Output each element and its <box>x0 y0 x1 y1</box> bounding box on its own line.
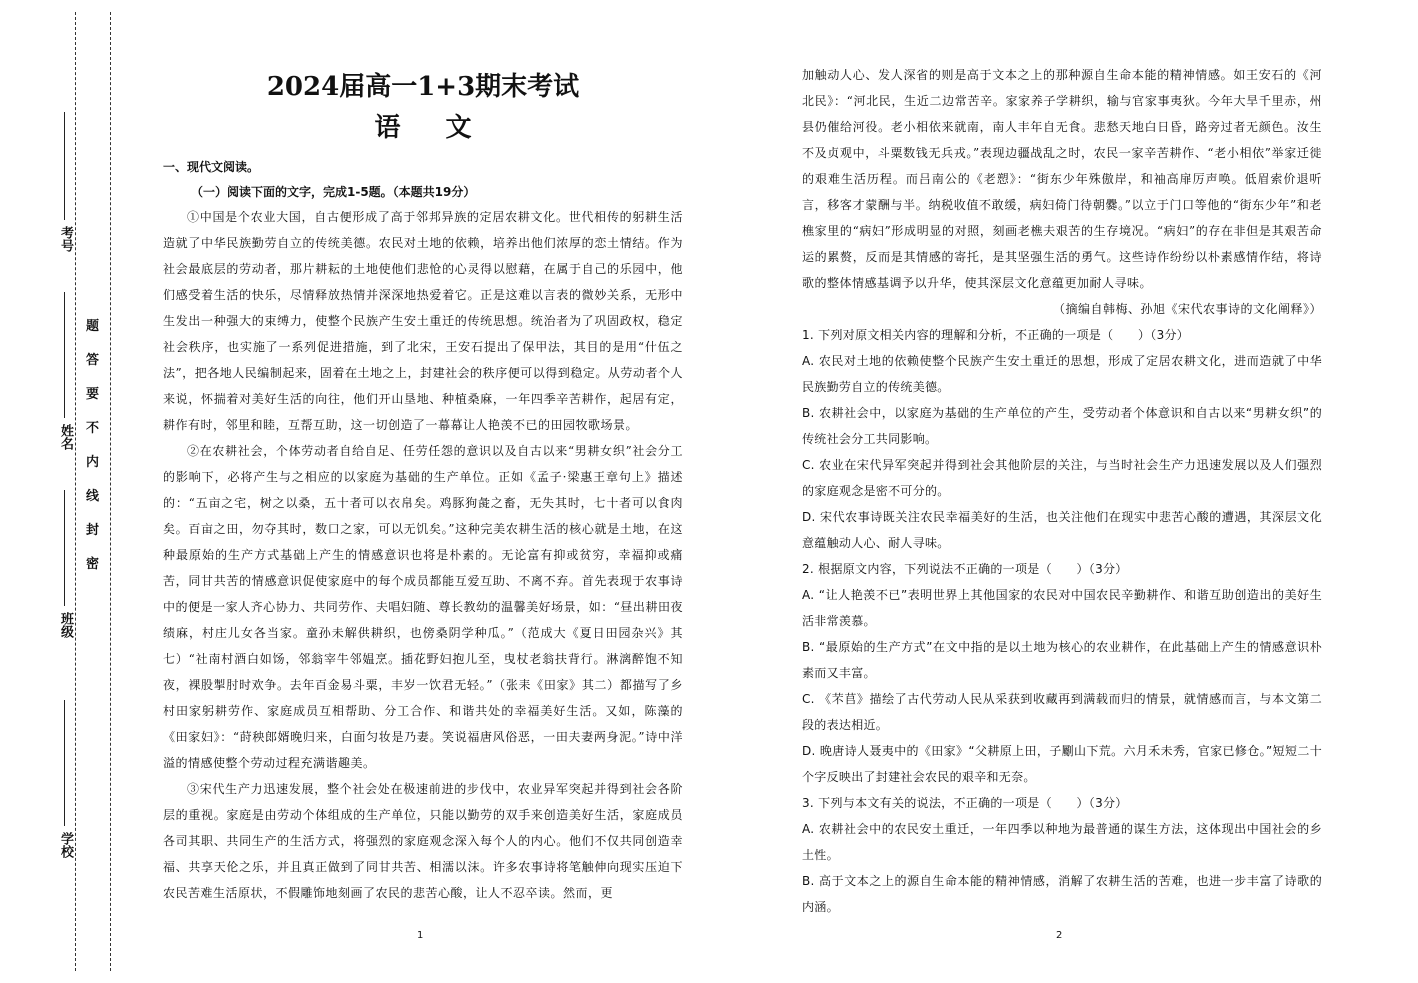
gutter-label-name: 姓名 <box>58 424 73 450</box>
seal-char: 线 <box>86 489 100 504</box>
page-number-1: 1 <box>417 930 424 941</box>
question-3-stem: 3. 下列与本文有关的说法，不正确的一项是（ ）（3分） <box>802 796 1128 810</box>
seal-char: 封 <box>86 523 100 538</box>
page-1-column <box>163 60 683 906</box>
subject-title: 语 文 <box>374 113 490 143</box>
gutter-label-school: 学校 <box>58 832 73 858</box>
seal-char: 答 <box>86 353 100 368</box>
question-1-option-d: D. 宋代农事诗既关注农民幸福美好的生活，也关注他们在现实中悲苦心酸的遭遇，其深层文化意蕴触动人心、耐人寻味。 <box>802 510 1322 550</box>
exam-number-write-line[interactable] <box>64 112 65 220</box>
school-write-line[interactable] <box>64 700 65 826</box>
seal-char: 题 <box>86 319 100 334</box>
binding-gutter <box>0 0 112 983</box>
name-write-line[interactable] <box>64 292 65 418</box>
passage-continuation: 加触动人心、发人深省的则是高于文本之上的那种源自生命本能的精神情感。如王安石的《河北民》：“河北民，生近二边常苦辛。家家养子学耕织，输与官家事夷狄。今年大旱千里赤，州县仍催给河役。老小相依来就南，南人丰年自无食。悲愁天地白日昏，路旁过者无颜色。汝生不及贞观中，斗粟数钱无兵戎。”表现边疆战乱之时，农民一家辛苦耕作、“老小相依”举家迁徙的艰难生活历程。而吕南公的《老愬》：“街东少年殊傲岸，和袖高扉厉声唤。低眉索价退听言，移客才蒙酬与半。纳税收值不敢缓，病妇倚门待朝爨。”以立于门口等他的“街东少年”和老樵家里的“病妇”形成明显的对照，刻画老樵夫艰苦的生存境况。“病妇”的存在非但是其艰苦命运的累赘，反而是其情感的寄托，是其坚强生活的勇气。这些诗作纷纷以朴素感情作结，将诗歌的整体情感基调予以升华，使其深层文化意蕴更加耐人寻味。 <box>802 68 1322 290</box>
seal-char: 要 <box>86 387 100 402</box>
question-1-option-b: B. 农耕社会中，以家庭为基础的生产单位的产生，受劳动者个体意识和自古以来“男耕女织”的传统社会分工共同影响。 <box>802 406 1322 446</box>
question-2-option-d: D. 晚唐诗人聂夷中的《田家》“父耕原上田，子劚山下荒。六月禾未秀，官家已修仓。”短短二十个字反映出了封建社会农民的艰辛和无奈。 <box>802 744 1322 784</box>
passage-paragraph-1: ①中国是个农业大国，自古便形成了高于邻邦异族的定居农耕文化。世代相传的躬耕生活造就了中华民族勤劳自立的传统美德。农民对土地的依赖，培养出他们浓厚的恋土情结。作为社会最底层的劳动者，那片耕耘的土地使他们悲怆的心灵得以慰藉，在属于自己的乐园中，他们感受着生活的快乐，尽情释放热情并深深地热爱着它。正是这难以言表的微妙关系，无形中生发出一种强大的束缚力，使整个民族产生安土重迁的传统思想。统治者为了巩固政权，稳定社会秩序，也实施了一系列促进措施，到了北宋，王安石提出了保甲法，其目的是用“什伍之法”，把各地人民编制起来，固着在土地之上，封建社会的秩序便可以得到稳定。从劳动者个人来说，怀揣着对美好生活的向往，他们开山垦地、种植桑麻，一年四季辛苦耕作，起居有定，耕作有时，邻里和睦，互帮互助，这一切创造了一幕幕让人艳羡不已的田园牧歌场景。 <box>163 210 683 432</box>
class-write-line[interactable] <box>64 490 65 606</box>
gutter-label-class: 班级 <box>58 612 73 638</box>
dashed-line-outer <box>75 12 76 971</box>
question-1-option-a: A. 农民对土地的依赖使整个民族产生安土重迁的思想，形成了定居农耕文化，进而造就了中华民族勤劳自立的传统美德。 <box>802 354 1322 394</box>
seal-char: 不 <box>86 421 100 436</box>
exam-title: 2024届高一1+3期末考试 <box>266 72 580 102</box>
question-3-option-a: A. 农耕社会中的农民安土重迁，一年四季以种地为最普通的谋生方法，这体现出中国社会的乡土性。 <box>802 822 1322 862</box>
dashed-line-inner <box>110 12 111 971</box>
seal-char: 内 <box>86 455 100 470</box>
question-2-option-c: C. 《芣苢》描绘了古代劳动人民从采获到收藏再到满载而归的情景，就情感而言，与本文第二段的表达相近。 <box>802 692 1322 732</box>
gutter-label-exam-number: 考号 <box>58 226 73 252</box>
passage-paragraph-3: ③宋代生产力迅速发展，整个社会处在极速前进的步伐中，农业异军突起并得到社会各阶层的重视。家庭是由劳动个体组成的生产单位，只能以勤劳的双手来创造美好生活，家庭成员各司其职、共同生产的生活方式，将强烈的家庭观念深入每个人的内心。他们不仅共同创造幸福、共享天伦之乐，并且真正做到了同甘共苦、相濡以沫。许多农事诗将笔触伸向现实压迫下农民苦难生活原状，不假雕饰地刻画了农民的悲苦心酸，让人不忍卒读。然而，更 <box>163 782 683 900</box>
section-heading: 一、现代文阅读。 <box>163 160 260 174</box>
question-2-stem: 2. 根据原文内容，下列说法不正确的一项是（ ）（3分） <box>802 562 1128 576</box>
question-3-option-b: B. 高于文本之上的源自生命本能的精神情感，消解了农耕生活的苦难，也进一步丰富了诗歌的内涵。 <box>802 874 1322 914</box>
seal-warning <box>86 315 99 587</box>
page-2-column <box>802 66 1322 920</box>
page-number-2: 2 <box>1056 930 1063 941</box>
question-1-option-c: C. 农业在宋代异军突起并得到社会其他阶层的关注，与当时社会生产力迅速发展以及人们强烈的家庭观念是密不可分的。 <box>802 458 1322 498</box>
question-2-option-a: A. “让人艳羡不已”表明世界上其他国家的农民对中国农民辛勤耕作、和谐互助创造出的美好生活非常羡慕。 <box>802 588 1322 628</box>
seal-char: 密 <box>86 557 100 572</box>
question-1-stem: 1. 下列对原文相关内容的理解和分析，不正确的一项是（ ）（3分） <box>802 328 1190 342</box>
subsection-heading: （一）阅读下面的文字，完成1-5题。（本题共19分） <box>191 185 476 199</box>
passage-source: （摘编自韩梅、孙旭《宋代农事诗的文化阐释》） <box>1052 302 1322 316</box>
passage-paragraph-2: ②在农耕社会，个体劳动者自给自足、任劳任怨的意识以及自古以来“男耕女织”社会分工的影响下，必将产生与之相应的以家庭为基础的生产单位。正如《孟子·梁惠王章句上》描述的：“五亩之宅，树之以桑，五十者可以衣帛矣。鸡豚狗彘之畜，无失其时，七十者可以食肉矣。百亩之田，勿夺其时，数口之家，可以无饥矣。”这种完美农耕生活的核心就是土地，在这种最原始的生产方式基础上产生的情感意识也将是朴素的。无论富有抑或贫穷，幸福抑或痛苦，同甘共苦的情感意识促使家庭中的每个成员都能互爱互助、不离不弃。首先表现于农事诗中的便是一家人齐心协力、共同劳作、夫唱妇随、尊长教幼的温馨美好场景，如：“昼出耕田夜绩麻，村庄儿女各当家。童孙未解供耕织，也傍桑阴学种瓜。”（范成大《夏日田园杂兴》其七）“社南村酒白如饧，邻翁宰牛邻媪烹。插花野妇抱儿至，曳杖老翁扶背行。淋漓醉饱不知夜，裸股掣肘时欢争。去年百金易斗粟，丰岁一饮君无轻。”（张耒《田家》其二）都描写了乡村田家躬耕劳作、家庭成员互相帮助、分工合作、和谐共处的幸福美好生活。又如，陈藻的《田家妇》：“莳秧郎婿晚归来，白面匀妆是乃妻。笑说福唐风俗恶，一田夫妻两身泥。”诗中洋溢的情感使整个劳动过程充满谐趣美。 <box>163 444 683 770</box>
question-2-option-b: B. “最原始的生产方式”在文中指的是以土地为核心的农业耕作，在此基础上产生的情感意识朴素而又丰富。 <box>802 640 1322 680</box>
